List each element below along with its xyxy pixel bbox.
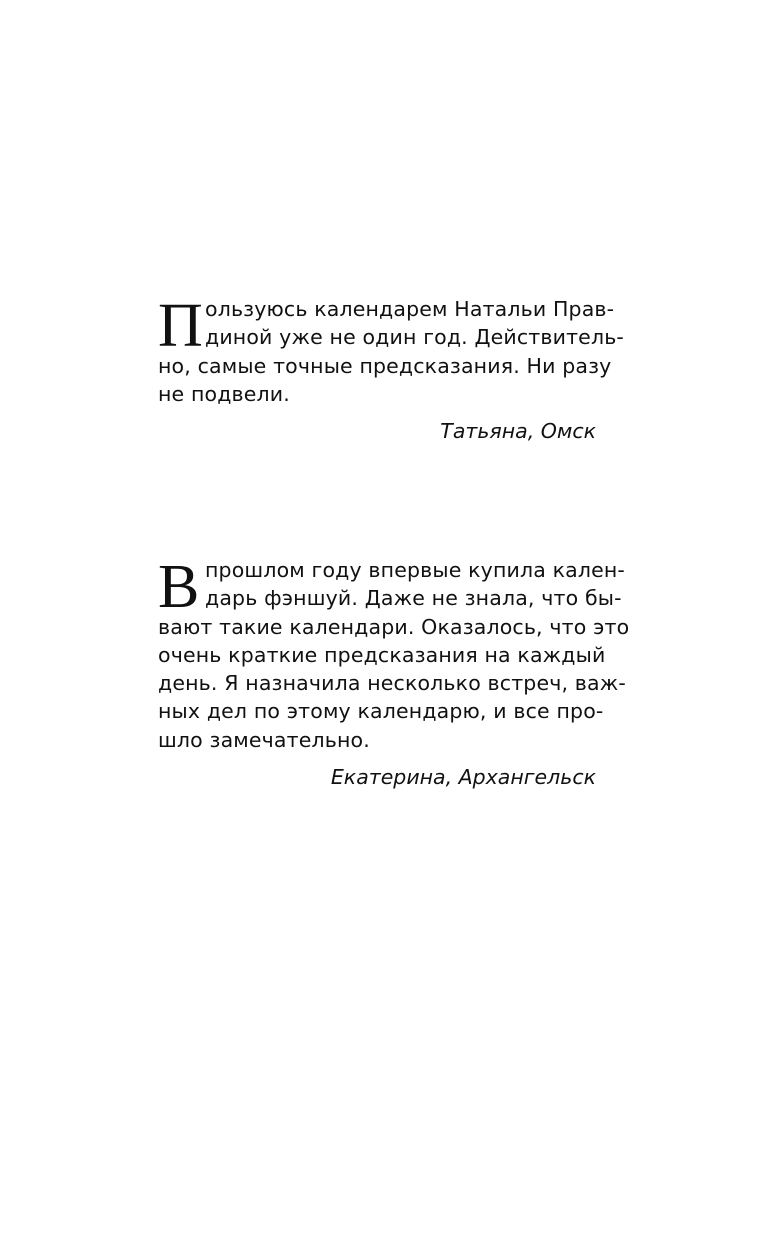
testimonial-1: [158, 292, 624, 445]
testimonial-author: Екатерина, Архангельск: [330, 765, 596, 790]
text-line: шло замечательно.: [158, 727, 370, 752]
text-line: не подвели.: [158, 381, 290, 406]
testimonial-author: Татьяна, Омск: [440, 419, 596, 444]
testimonial-text: [158, 292, 624, 408]
text-line: ользуюсь календарем Натальи Прав-: [205, 297, 615, 321]
text-line: диной уже не один год. Действитель-: [205, 325, 624, 350]
text-line: дарь фэншуй. Даже не знала, что бы-: [205, 586, 622, 611]
drop-cap: В: [158, 553, 200, 621]
text-line: вают такие календари. Оказалось, что это: [158, 614, 630, 639]
drop-cap: П: [158, 292, 203, 360]
testimonial-2: [158, 553, 630, 791]
testimonial-text: [158, 553, 630, 754]
text-line: ных дел по этому календарю, и все про-: [158, 699, 604, 724]
text-line: день. Я назначила несколько встреч, важ-: [158, 671, 626, 696]
text-line: но, самые точные предсказания. Ни разу: [158, 353, 612, 378]
text-line: очень краткие предсказания на каждый: [158, 642, 606, 667]
text-line: прошлом году впервые купила кален-: [205, 558, 625, 582]
